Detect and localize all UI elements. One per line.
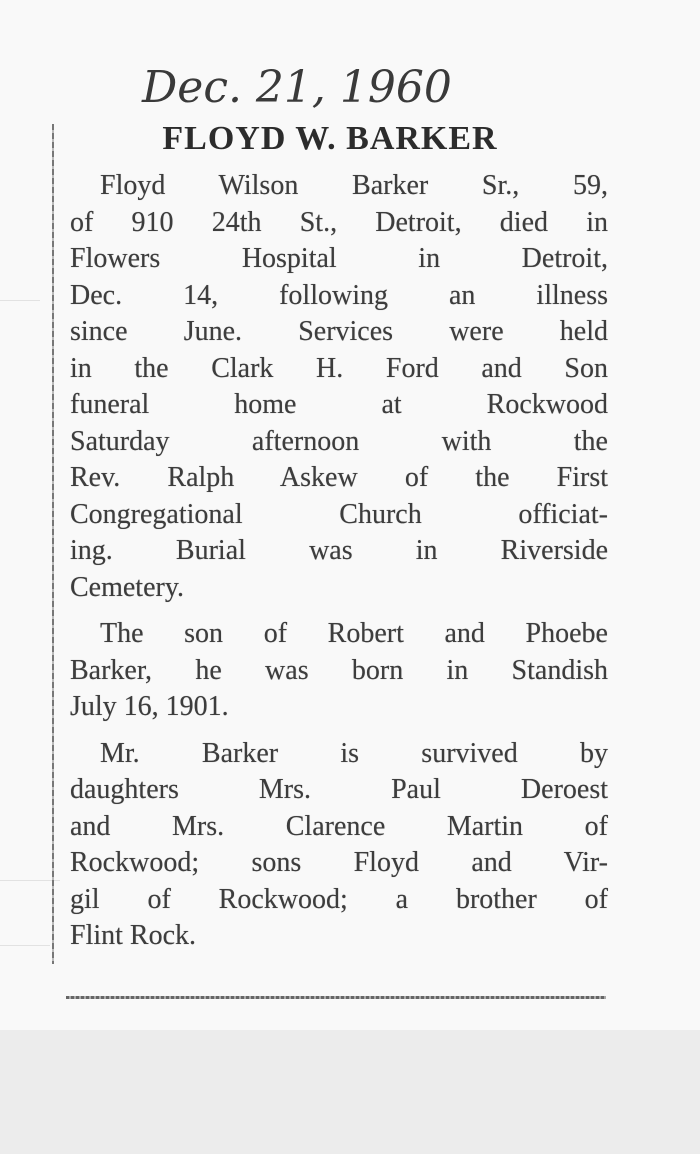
scan-artifact-line xyxy=(0,300,40,301)
text-line: daughters Mrs. Paul Deroest xyxy=(70,774,608,805)
obituary-body xyxy=(70,168,608,965)
text-line: Mr. Barker is survived by xyxy=(100,737,608,769)
text-line: gil of Rockwood; a brother of xyxy=(70,883,608,915)
obituary-paragraph-2 xyxy=(70,616,608,726)
text-line: funeral home at Rockwood xyxy=(70,389,608,420)
text-line: of 910 24th St., Detroit, died in xyxy=(70,206,608,238)
text-line: The son of Robert and Phoebe xyxy=(100,618,608,649)
scan-margin xyxy=(0,1030,700,1154)
text-line: Congregational Church officiat- xyxy=(70,498,608,530)
text-line: Rev. Ralph Askew of the First xyxy=(70,462,608,493)
text-line: Floyd Wilson Barker Sr., 59, xyxy=(100,170,608,201)
handwritten-date xyxy=(140,56,500,116)
clipping-left-border xyxy=(52,124,54,964)
text-line: Cemetery. xyxy=(70,571,185,603)
text-line: Dec. 14, following an illness xyxy=(70,279,608,311)
clipping-bottom-border xyxy=(66,996,606,999)
obituary-paragraph-3 xyxy=(70,736,608,955)
newspaper-clipping xyxy=(52,118,608,1003)
text-line: since June. Services were held xyxy=(70,316,608,347)
text-line: and Mrs. Clarence Martin of xyxy=(70,810,608,842)
text-line: Flowers Hospital in Detroit, xyxy=(70,243,608,274)
text-line: July 16, 1901. xyxy=(70,691,229,722)
text-line: ing. Burial was in Riverside xyxy=(70,535,608,566)
obituary-headline: FLOYD W. BARKER xyxy=(162,120,498,157)
handwritten-date-svg xyxy=(140,56,500,116)
obituary-paragraph-1 xyxy=(70,168,608,606)
text-line: in the Clark H. Ford and Son xyxy=(70,352,608,384)
scan-artifact-line xyxy=(0,945,50,946)
text-line: Saturday afternoon with the xyxy=(70,425,608,457)
text-line: Barker, he was born in Standish xyxy=(70,654,608,686)
handwritten-date-text: Dec. 21, 1960 xyxy=(142,62,452,113)
scan-artifact-line xyxy=(0,880,60,881)
text-line: Flint Rock. xyxy=(70,920,197,951)
text-line: Rockwood; sons Floyd and Vir- xyxy=(70,847,608,878)
